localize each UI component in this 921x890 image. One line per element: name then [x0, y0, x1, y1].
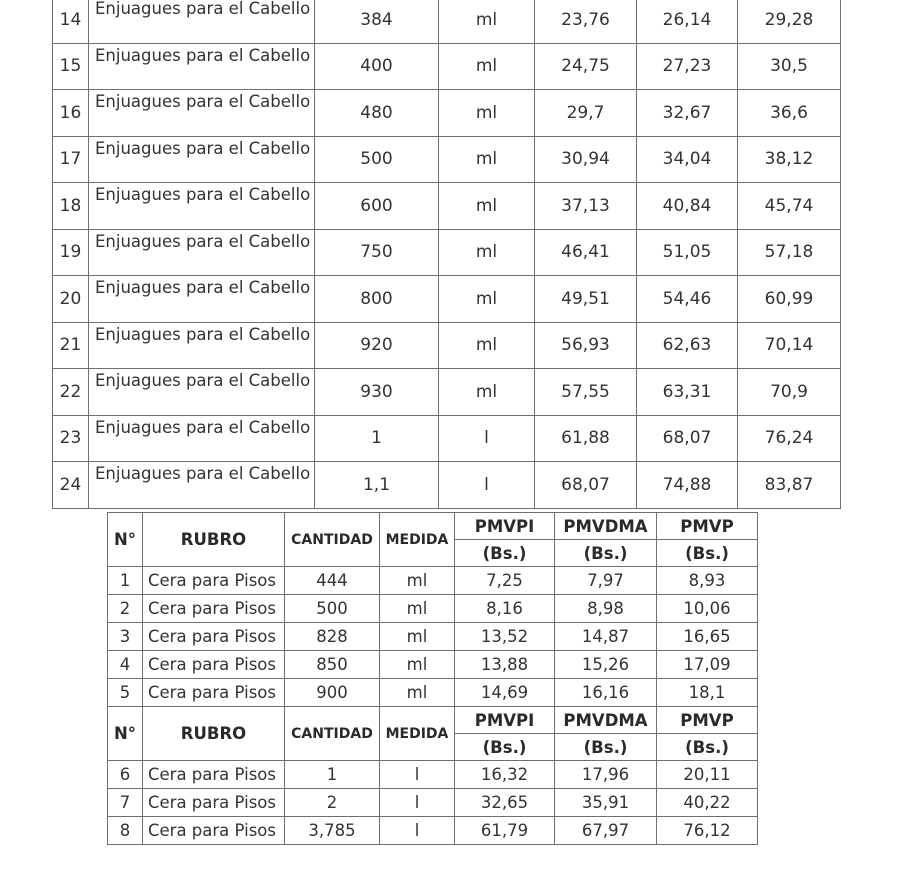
table-row [53, 0, 841, 43]
cell-cantidad: 828 [285, 623, 380, 651]
cell-n: 6 [108, 761, 143, 789]
cell-medida: l [380, 789, 455, 817]
cell-rubro: Enjuagues para el Cabello [89, 462, 315, 509]
cell-rubro: Cera para Pisos [143, 817, 285, 845]
header-pmvp: PMVP [657, 707, 758, 734]
cell-cantidad: 1,1 [315, 462, 439, 509]
cell-n: 7 [108, 789, 143, 817]
cell-pmvp: 17,09 [657, 651, 758, 679]
header-pmvpi: PMVPI [455, 513, 555, 540]
price-table-enjuagues [52, 0, 841, 509]
cell-cantidad: 2 [285, 789, 380, 817]
cell-cantidad: 384 [315, 0, 439, 43]
cell-rubro: Cera para Pisos [143, 679, 285, 707]
header-row [108, 707, 758, 734]
cell-pmvp: 30,5 [738, 43, 841, 90]
table-row [108, 651, 758, 679]
cell-pmvp: 29,28 [738, 0, 841, 43]
cell-cantidad: 500 [285, 595, 380, 623]
price-table-body [108, 513, 758, 845]
cell-pmvp: 36,6 [738, 90, 841, 137]
cell-pmvpi: 68,07 [535, 462, 637, 509]
table-row [53, 183, 841, 230]
table-row [53, 43, 841, 90]
cell-pmvp: 10,06 [657, 595, 758, 623]
cell-cantidad: 500 [315, 136, 439, 183]
cell-medida: ml [380, 623, 455, 651]
cell-medida: l [380, 817, 455, 845]
cell-pmvp: 16,65 [657, 623, 758, 651]
table-row [53, 136, 841, 183]
cell-pmvpi: 56,93 [535, 322, 637, 369]
header-pmvpi: PMVPI [455, 707, 555, 734]
table-row [53, 369, 841, 416]
cell-medida: ml [439, 43, 535, 90]
table-row [53, 415, 841, 462]
cell-rubro: Enjuagues para el Cabello [89, 322, 315, 369]
cell-pmvp: 83,87 [738, 462, 841, 509]
cell-n: 8 [108, 817, 143, 845]
cell-medida: l [439, 462, 535, 509]
cell-pmvdma: 74,88 [637, 462, 738, 509]
cell-medida: ml [380, 651, 455, 679]
header-pmvdma: PMVDMA [555, 513, 657, 540]
table-row [53, 462, 841, 509]
cell-rubro: Enjuagues para el Cabello [89, 276, 315, 323]
cell-rubro: Cera para Pisos [143, 595, 285, 623]
header-rubro: RUBRO [143, 513, 285, 567]
cell-cantidad: 750 [315, 229, 439, 276]
cell-n: 1 [108, 567, 143, 595]
cell-cantidad: 444 [285, 567, 380, 595]
price-table-cera [107, 512, 758, 845]
cell-pmvpi: 16,32 [455, 761, 555, 789]
cell-pmvdma: 26,14 [637, 0, 738, 43]
table-row [53, 90, 841, 137]
cell-pmvp: 70,9 [738, 369, 841, 416]
cell-pmvdma: 15,26 [555, 651, 657, 679]
cell-pmvpi: 13,52 [455, 623, 555, 651]
header-row [108, 513, 758, 540]
cell-n: 20 [53, 276, 89, 323]
table-row [53, 229, 841, 276]
cell-pmvdma: 14,87 [555, 623, 657, 651]
price-table-body [53, 0, 841, 508]
cell-rubro: Enjuagues para el Cabello [89, 415, 315, 462]
header-unit: (Bs.) [455, 540, 555, 567]
cell-n: 24 [53, 462, 89, 509]
cell-cantidad: 900 [285, 679, 380, 707]
cell-n: 4 [108, 651, 143, 679]
table-row [108, 789, 758, 817]
cell-pmvdma: 62,63 [637, 322, 738, 369]
cell-medida: l [380, 761, 455, 789]
cell-pmvdma: 40,84 [637, 183, 738, 230]
cell-pmvp: 38,12 [738, 136, 841, 183]
cell-n: 15 [53, 43, 89, 90]
header-unit: (Bs.) [657, 734, 758, 761]
header-n: N° [108, 513, 143, 567]
header-pmvp: PMVP [657, 513, 758, 540]
cell-rubro: Cera para Pisos [143, 789, 285, 817]
cell-n: 19 [53, 229, 89, 276]
cell-rubro: Enjuagues para el Cabello [89, 90, 315, 137]
cell-pmvdma: 54,46 [637, 276, 738, 323]
table-row [53, 276, 841, 323]
cell-medida: ml [439, 322, 535, 369]
header-rubro: RUBRO [143, 707, 285, 761]
header-unit: (Bs.) [657, 540, 758, 567]
table-row [53, 322, 841, 369]
cell-pmvpi: 7,25 [455, 567, 555, 595]
cell-pmvp: 20,11 [657, 761, 758, 789]
cell-pmvdma: 16,16 [555, 679, 657, 707]
cell-pmvpi: 46,41 [535, 229, 637, 276]
cell-n: 17 [53, 136, 89, 183]
cell-pmvpi: 61,79 [455, 817, 555, 845]
cell-pmvdma: 67,97 [555, 817, 657, 845]
table-row [108, 595, 758, 623]
cell-medida: ml [439, 229, 535, 276]
cell-pmvp: 8,93 [657, 567, 758, 595]
cell-n: 14 [53, 0, 89, 43]
cell-pmvdma: 17,96 [555, 761, 657, 789]
cell-pmvdma: 32,67 [637, 90, 738, 137]
cell-rubro: Enjuagues para el Cabello [89, 136, 315, 183]
cell-n: 21 [53, 322, 89, 369]
cell-medida: ml [439, 90, 535, 137]
cell-pmvdma: 63,31 [637, 369, 738, 416]
cell-rubro: Enjuagues para el Cabello [89, 369, 315, 416]
cell-medida: ml [380, 595, 455, 623]
cell-rubro: Cera para Pisos [143, 761, 285, 789]
header-n: N° [108, 707, 143, 761]
cell-n: 16 [53, 90, 89, 137]
table-row [108, 679, 758, 707]
header-cantidad: CANTIDAD [285, 707, 380, 761]
cell-rubro: Cera para Pisos [143, 567, 285, 595]
cell-n: 2 [108, 595, 143, 623]
cell-pmvdma: 7,97 [555, 567, 657, 595]
cell-pmvp: 76,24 [738, 415, 841, 462]
cell-cantidad: 600 [315, 183, 439, 230]
cell-medida: ml [439, 0, 535, 43]
cell-pmvp: 70,14 [738, 322, 841, 369]
cell-medida: ml [380, 567, 455, 595]
cell-cantidad: 1 [315, 415, 439, 462]
cell-rubro: Enjuagues para el Cabello [89, 229, 315, 276]
cell-pmvpi: 37,13 [535, 183, 637, 230]
cell-pmvpi: 23,76 [535, 0, 637, 43]
cell-rubro: Enjuagues para el Cabello [89, 0, 315, 43]
cell-rubro: Cera para Pisos [143, 651, 285, 679]
cell-cantidad: 800 [315, 276, 439, 323]
cell-cantidad: 3,785 [285, 817, 380, 845]
cell-pmvp: 18,1 [657, 679, 758, 707]
cell-cantidad: 920 [315, 322, 439, 369]
cell-medida: ml [439, 369, 535, 416]
cell-cantidad: 850 [285, 651, 380, 679]
header-cantidad: CANTIDAD [285, 513, 380, 567]
cell-pmvpi: 30,94 [535, 136, 637, 183]
cell-pmvp: 76,12 [657, 817, 758, 845]
cell-medida: ml [439, 136, 535, 183]
cell-cantidad: 930 [315, 369, 439, 416]
cell-pmvp: 57,18 [738, 229, 841, 276]
cell-pmvpi: 14,69 [455, 679, 555, 707]
table-row [108, 623, 758, 651]
cell-pmvpi: 13,88 [455, 651, 555, 679]
cell-pmvdma: 51,05 [637, 229, 738, 276]
cell-cantidad: 400 [315, 43, 439, 90]
cell-pmvp: 60,99 [738, 276, 841, 323]
cell-pmvpi: 32,65 [455, 789, 555, 817]
cell-medida: l [439, 415, 535, 462]
cell-rubro: Enjuagues para el Cabello [89, 183, 315, 230]
cell-n: 3 [108, 623, 143, 651]
header-unit: (Bs.) [555, 734, 657, 761]
cell-cantidad: 1 [285, 761, 380, 789]
cell-pmvpi: 8,16 [455, 595, 555, 623]
cell-cantidad: 480 [315, 90, 439, 137]
header-unit: (Bs.) [555, 540, 657, 567]
cell-pmvpi: 24,75 [535, 43, 637, 90]
cell-n: 18 [53, 183, 89, 230]
cell-n: 5 [108, 679, 143, 707]
header-medida: MEDIDA [380, 513, 455, 567]
cell-pmvpi: 57,55 [535, 369, 637, 416]
cell-pmvdma: 68,07 [637, 415, 738, 462]
header-pmvdma: PMVDMA [555, 707, 657, 734]
table-row [108, 567, 758, 595]
cell-pmvpi: 49,51 [535, 276, 637, 323]
cell-pmvdma: 35,91 [555, 789, 657, 817]
cell-medida: ml [439, 183, 535, 230]
cell-pmvpi: 61,88 [535, 415, 637, 462]
cell-n: 23 [53, 415, 89, 462]
cell-rubro: Cera para Pisos [143, 623, 285, 651]
cell-medida: ml [439, 276, 535, 323]
cell-pmvpi: 29,7 [535, 90, 637, 137]
cell-pmvdma: 34,04 [637, 136, 738, 183]
cell-medida: ml [380, 679, 455, 707]
cell-pmvdma: 27,23 [637, 43, 738, 90]
cell-n: 22 [53, 369, 89, 416]
cell-pmvdma: 8,98 [555, 595, 657, 623]
cell-pmvp: 45,74 [738, 183, 841, 230]
header-medida: MEDIDA [380, 707, 455, 761]
cell-pmvp: 40,22 [657, 789, 758, 817]
table-row [108, 761, 758, 789]
cell-rubro: Enjuagues para el Cabello [89, 43, 315, 90]
header-unit: (Bs.) [455, 734, 555, 761]
table-row [108, 817, 758, 845]
